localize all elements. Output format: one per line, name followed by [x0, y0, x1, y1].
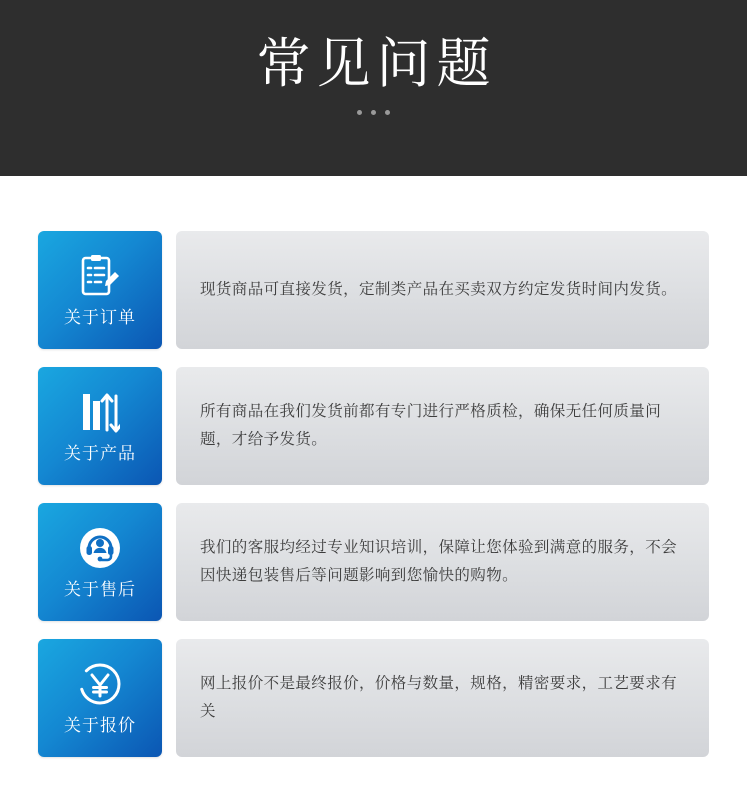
- faq-item: [38, 367, 709, 485]
- faq-answer-text: 我们的客服均经过专业知识培训，保障让您体验到满意的服务，不会因快递包装售后等问题影响到您愉快的购物。: [200, 539, 678, 584]
- clipboard-checklist-pencil-icon: [80, 253, 120, 299]
- page-title: 常见问题: [256, 34, 497, 94]
- faq-item: [38, 503, 709, 621]
- faq-answer-card: [176, 231, 709, 349]
- faq-answer-text: 现货商品可直接发货，定制类产品在买卖双方约定发货时间内发货。: [200, 281, 678, 298]
- faq-answer-card: [176, 367, 709, 485]
- faq-category-label: 关于售后: [64, 579, 136, 599]
- faq-category-label: 关于报价: [64, 715, 136, 735]
- header-dots-decoration: [357, 110, 390, 115]
- faq-category-card-quote[interactable]: [38, 639, 162, 757]
- dot-icon: [357, 110, 362, 115]
- faq-category-card-product[interactable]: [38, 367, 162, 485]
- dot-icon: [371, 110, 376, 115]
- faq-answer-card: [176, 639, 709, 757]
- faq-item: [38, 231, 709, 349]
- yuan-currency-icon: [78, 661, 122, 707]
- faq-category-label: 关于产品: [64, 443, 136, 463]
- faq-answer-text: 所有商品在我们发货前都有专门进行严格质检，确保无任何质量问题，才给予发货。: [200, 403, 662, 448]
- faq-category-card-order[interactable]: [38, 231, 162, 349]
- faq-category-card-aftersales[interactable]: [38, 503, 162, 621]
- headset-support-icon: [78, 525, 122, 571]
- faq-list: [0, 176, 747, 757]
- bar-arrows-updown-icon: [80, 389, 120, 435]
- dot-icon: [385, 110, 390, 115]
- page-header: [0, 0, 747, 176]
- faq-category-label: 关于订单: [64, 307, 136, 327]
- faq-answer-text: 网上报价不是最终报价，价格与数量，规格，精密要求，工艺要求有关: [200, 675, 678, 720]
- faq-answer-card: [176, 503, 709, 621]
- faq-item: [38, 639, 709, 757]
